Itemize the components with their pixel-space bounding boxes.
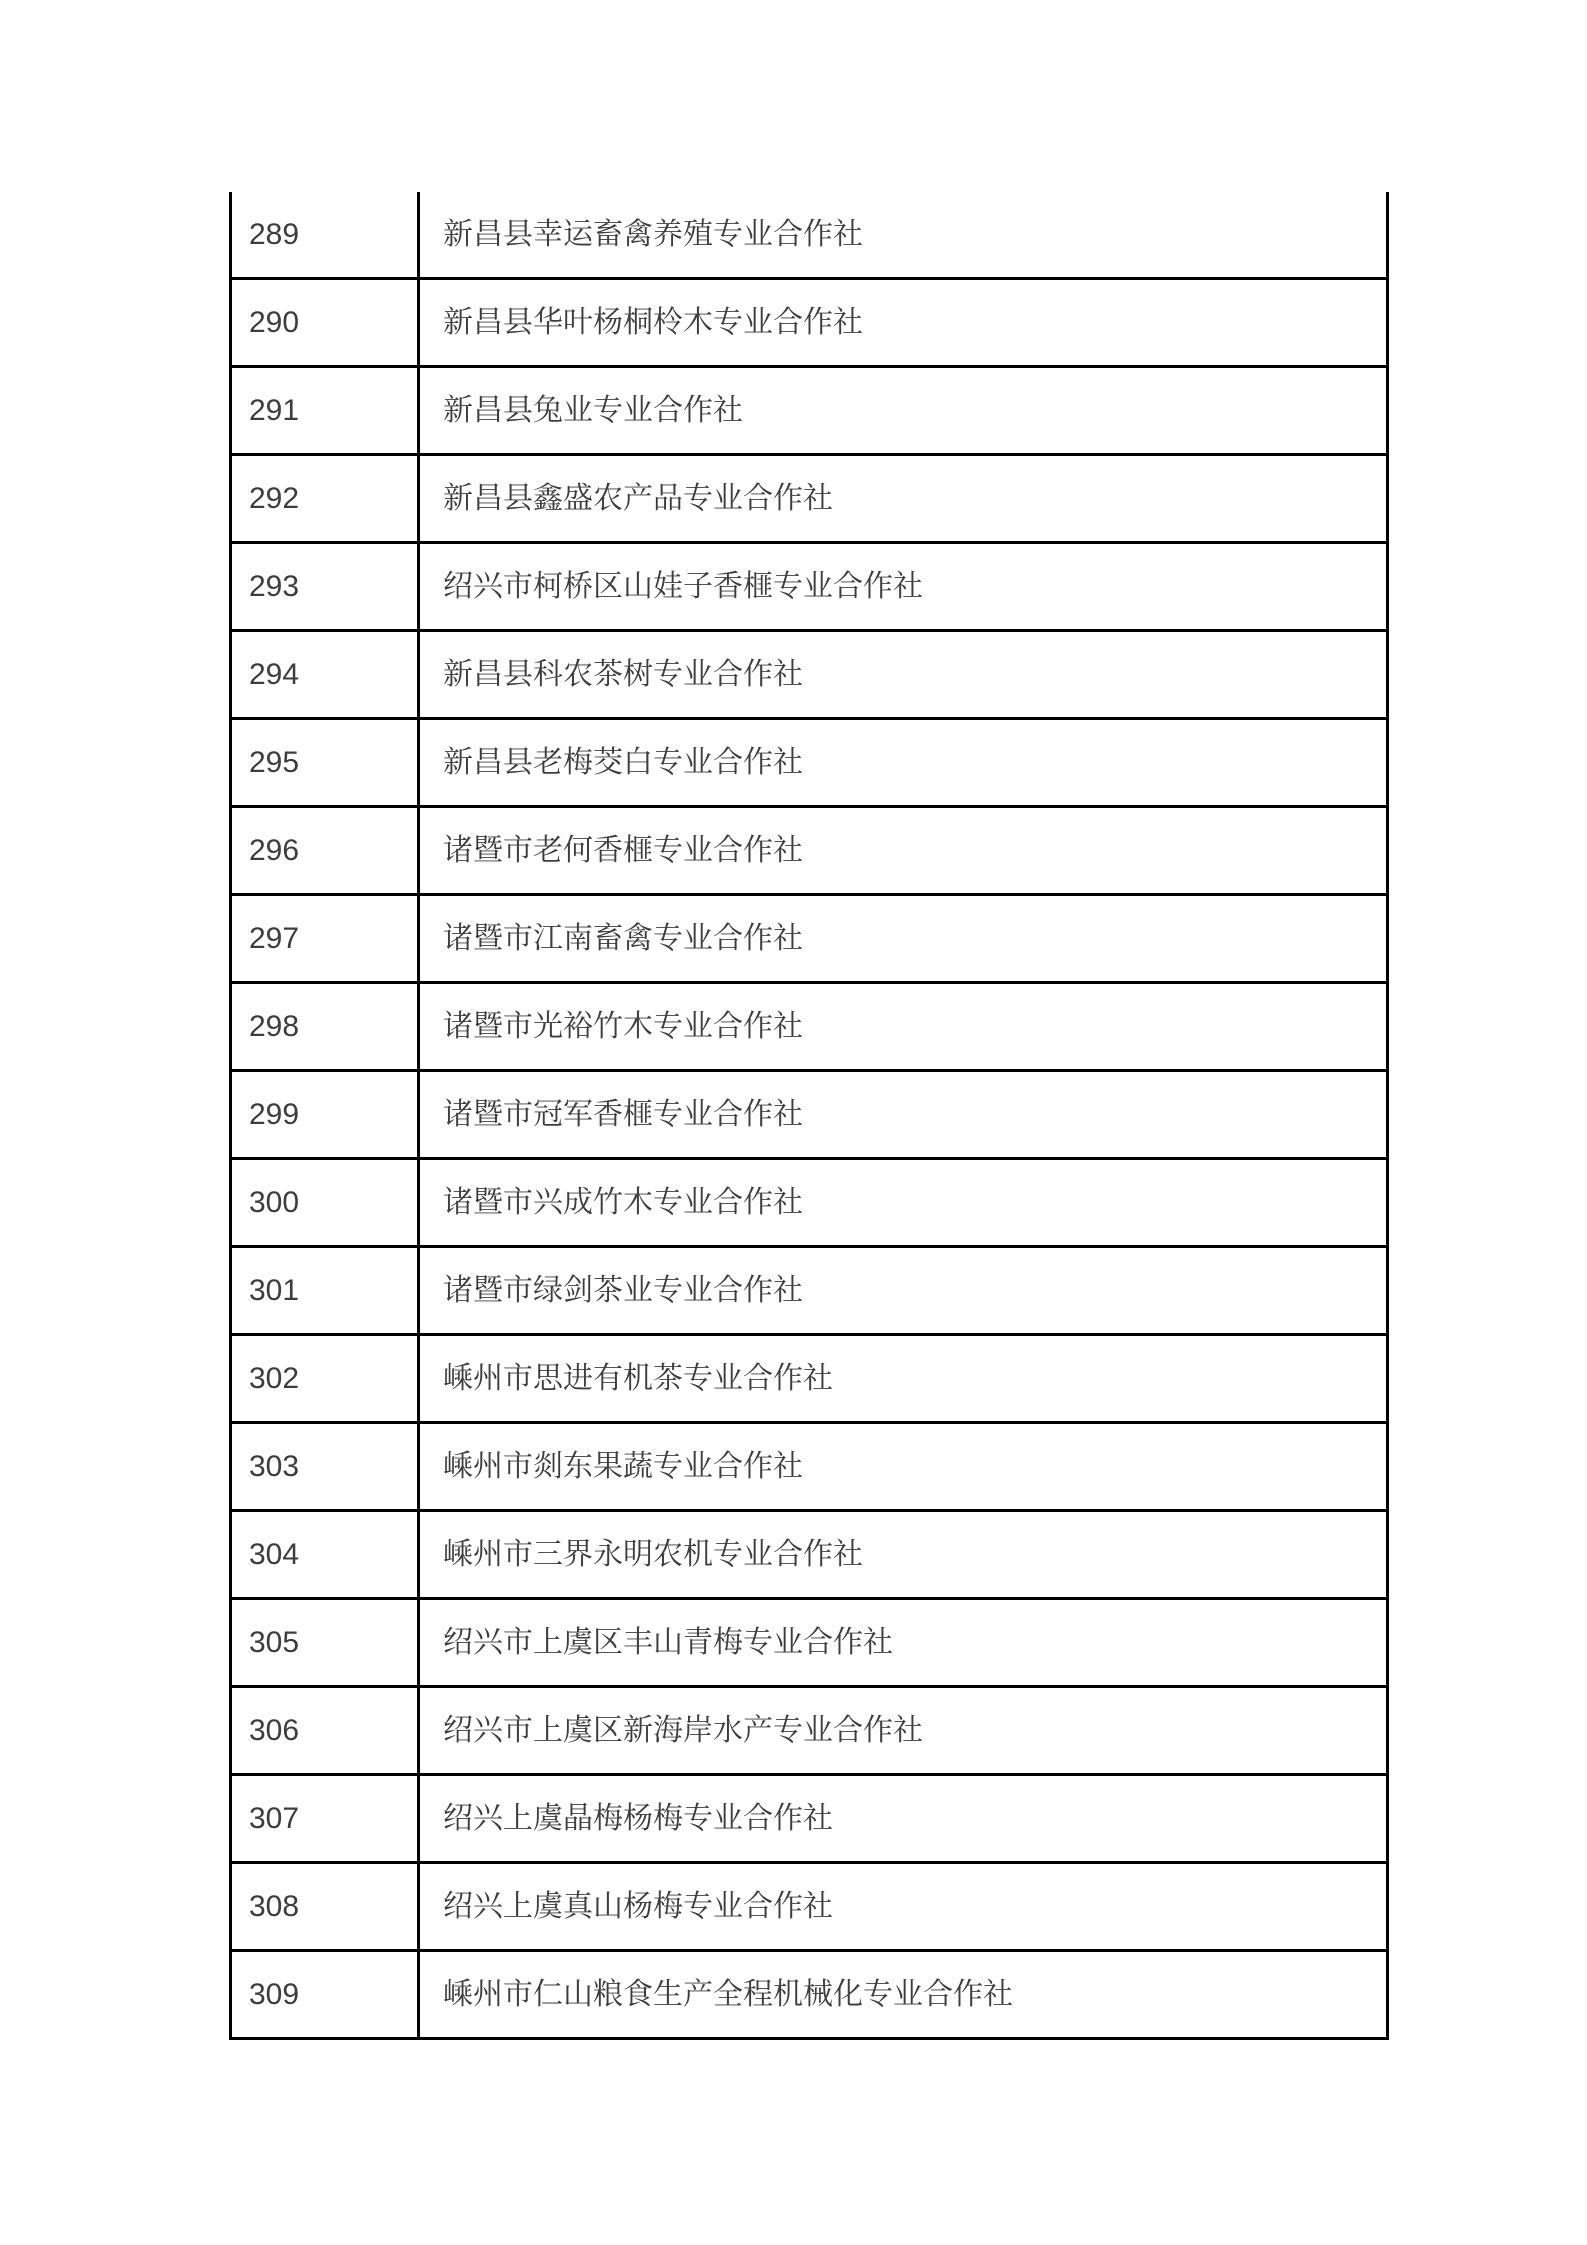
row-number: 295 <box>249 745 300 779</box>
cooperative-name: 绍兴市上虞区新海岸水产专业合作社 <box>443 1713 923 1747</box>
row-number-cell <box>231 807 419 895</box>
cooperative-name-cell <box>419 1687 1388 1775</box>
row-number: 300 <box>249 1185 300 1219</box>
row-number-cell <box>231 1335 419 1423</box>
table-row <box>231 455 1388 543</box>
row-number-cell <box>231 1423 419 1511</box>
cooperative-name: 新昌县老梅茭白专业合作社 <box>443 745 803 779</box>
table-row <box>231 1775 1388 1863</box>
cooperative-name: 新昌县兔业专业合作社 <box>443 393 743 427</box>
cooperative-name-cell <box>419 1511 1388 1599</box>
cooperative-name-cell <box>419 895 1388 983</box>
row-number: 307 <box>249 1801 300 1835</box>
row-number-cell <box>231 279 419 367</box>
cooperative-name: 绍兴市柯桥区山娃子香榧专业合作社 <box>443 569 923 603</box>
row-number: 297 <box>249 921 300 955</box>
cooperative-name: 嵊州市三界永明农机专业合作社 <box>443 1537 863 1571</box>
cooperative-name-cell <box>419 1863 1388 1951</box>
table-row <box>231 719 1388 807</box>
row-number: 306 <box>249 1713 300 1747</box>
table-row <box>231 367 1388 455</box>
cooperative-name-cell <box>419 1599 1388 1687</box>
cooperative-name-cell <box>419 455 1388 543</box>
cooperative-name: 新昌县科农茶树专业合作社 <box>443 657 803 691</box>
row-number-cell <box>231 1071 419 1159</box>
row-number-cell <box>231 1247 419 1335</box>
cooperative-name-cell <box>419 543 1388 631</box>
row-number-cell <box>231 1599 419 1687</box>
row-number: 298 <box>249 1009 300 1043</box>
table-row <box>231 1247 1388 1335</box>
cooperative-name: 嵊州市思进有机茶专业合作社 <box>443 1361 833 1395</box>
table-row <box>231 1071 1388 1159</box>
cooperative-name: 诸暨市绿剑茶业专业合作社 <box>443 1273 803 1307</box>
row-number-cell <box>231 1951 419 2039</box>
row-number-cell <box>231 1511 419 1599</box>
cooperative-name: 诸暨市江南畜禽专业合作社 <box>443 921 803 955</box>
row-number: 308 <box>249 1889 300 1923</box>
table-row <box>231 895 1388 983</box>
table-row <box>231 1335 1388 1423</box>
cooperative-name: 绍兴上虞真山杨梅专业合作社 <box>443 1889 833 1923</box>
cooperative-name-cell <box>419 1775 1388 1863</box>
table-row <box>231 1951 1388 2039</box>
table-row <box>231 1159 1388 1247</box>
table-row <box>231 1687 1388 1775</box>
row-number: 301 <box>249 1273 300 1307</box>
row-number: 294 <box>249 657 300 691</box>
cooperative-name-cell <box>419 719 1388 807</box>
row-number-cell <box>231 719 419 807</box>
row-number-cell <box>231 1687 419 1775</box>
cooperative-name: 嵊州市仁山粮食生产全程机械化专业合作社 <box>443 1977 1013 2011</box>
cooperative-name-cell <box>419 1951 1388 2039</box>
table-row <box>231 1511 1388 1599</box>
table-row <box>231 192 1388 279</box>
cooperative-name-cell <box>419 807 1388 895</box>
cooperative-name: 诸暨市光裕竹木专业合作社 <box>443 1009 803 1043</box>
row-number: 291 <box>249 393 300 427</box>
row-number: 309 <box>249 1977 300 2011</box>
row-number-cell <box>231 895 419 983</box>
cooperative-name: 绍兴市上虞区丰山青梅专业合作社 <box>443 1625 893 1659</box>
table-row <box>231 1599 1388 1687</box>
row-number-cell <box>231 192 419 279</box>
row-number-cell <box>231 1159 419 1247</box>
cooperative-table <box>229 192 1389 2040</box>
cooperative-name-cell <box>419 192 1388 279</box>
row-number-cell <box>231 1863 419 1951</box>
table-row <box>231 279 1388 367</box>
cooperative-name: 新昌县幸运畜禽养殖专业合作社 <box>443 217 863 251</box>
row-number-cell <box>231 367 419 455</box>
row-number: 296 <box>249 833 300 867</box>
row-number: 293 <box>249 569 300 603</box>
cooperative-table-body <box>231 192 1388 2039</box>
row-number-cell <box>231 455 419 543</box>
row-number: 292 <box>249 481 300 515</box>
cooperative-name: 诸暨市兴成竹木专业合作社 <box>443 1185 803 1219</box>
cooperative-name-cell <box>419 1247 1388 1335</box>
table-row <box>231 543 1388 631</box>
row-number-cell <box>231 983 419 1071</box>
row-number: 290 <box>249 305 300 339</box>
row-number: 289 <box>249 217 300 251</box>
table-row <box>231 1863 1388 1951</box>
cooperative-name-cell <box>419 1423 1388 1511</box>
table-row <box>231 807 1388 895</box>
cooperative-name-cell <box>419 631 1388 719</box>
row-number-cell <box>231 631 419 719</box>
cooperative-name-cell <box>419 367 1388 455</box>
cooperative-name-cell <box>419 1159 1388 1247</box>
cooperative-name: 绍兴上虞晶梅杨梅专业合作社 <box>443 1801 833 1835</box>
row-number-cell <box>231 1775 419 1863</box>
cooperative-name-cell <box>419 1335 1388 1423</box>
cooperative-name: 诸暨市老何香榧专业合作社 <box>443 833 803 867</box>
row-number: 299 <box>249 1097 300 1131</box>
row-number: 303 <box>249 1449 300 1483</box>
row-number: 302 <box>249 1361 300 1395</box>
table-row <box>231 631 1388 719</box>
table-row <box>231 983 1388 1071</box>
cooperative-name: 嵊州市剡东果蔬专业合作社 <box>443 1449 803 1483</box>
cooperative-name-cell <box>419 983 1388 1071</box>
row-number-cell <box>231 543 419 631</box>
row-number: 305 <box>249 1625 300 1659</box>
cooperative-name: 新昌县鑫盛农产品专业合作社 <box>443 481 833 515</box>
cooperative-name-cell <box>419 1071 1388 1159</box>
cooperative-name: 新昌县华叶杨桐柃木专业合作社 <box>443 305 863 339</box>
cooperative-name: 诸暨市冠军香榧专业合作社 <box>443 1097 803 1131</box>
table-row <box>231 1423 1388 1511</box>
cooperative-name-cell <box>419 279 1388 367</box>
row-number: 304 <box>249 1537 300 1571</box>
